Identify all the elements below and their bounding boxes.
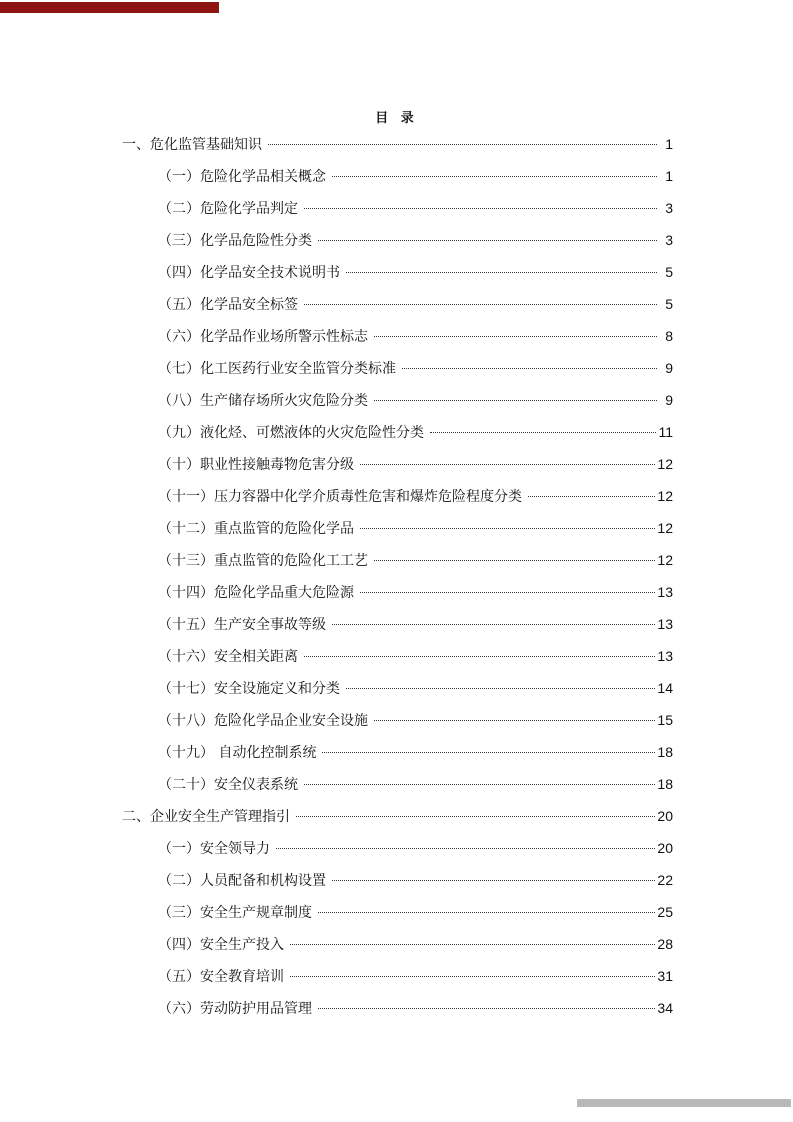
toc-entry[interactable]	[158, 416, 673, 448]
toc-dot-leader	[304, 208, 657, 209]
toc-entry-label: （十七）安全设施定义和分类	[158, 681, 340, 697]
toc-entry-page-number: 13	[657, 616, 673, 632]
toc-entry-page-number: 3	[665, 200, 673, 216]
toc-entry-page-number: 31	[657, 968, 673, 984]
toc-entry[interactable]	[158, 160, 673, 192]
toc-entry-label: （十）职业性接触毒物危害分级	[158, 457, 354, 473]
toc-entry-label: （二）危险化学品判定	[158, 201, 298, 217]
toc-entry-page-number: 11	[658, 424, 673, 440]
toc-entry[interactable]	[158, 448, 673, 480]
toc-entry[interactable]	[158, 640, 673, 672]
toc-entry-label: （二十）安全仪表系统	[158, 777, 298, 793]
toc-dot-leader	[322, 752, 655, 753]
toc-entry-label: （三）化学品危险性分类	[158, 233, 312, 249]
toc-entry[interactable]	[158, 576, 673, 608]
toc-entry-label: （十九） 自动化控制系统	[158, 745, 317, 761]
toc-entry-page-number: 12	[657, 552, 673, 568]
toc-entry-label: （七）化工医药行业安全监管分类标准	[158, 361, 396, 377]
toc-entry-label: （四）安全生产投入	[158, 937, 284, 953]
toc-dot-leader	[332, 624, 655, 625]
toc-entry[interactable]	[122, 800, 673, 832]
toc-entry-page-number: 22	[657, 872, 673, 888]
toc-entry-label: （四）化学品安全技术说明书	[158, 265, 340, 281]
toc-entry-label: （九）液化烃、可燃液体的火灾危险性分类	[158, 425, 424, 441]
toc-dot-leader	[360, 528, 655, 529]
toc-entry-label: （十四）危险化学品重大危险源	[158, 585, 354, 601]
toc-entry[interactable]	[158, 320, 673, 352]
toc-entry-page-number: 20	[657, 840, 673, 856]
toc-dot-leader	[346, 272, 657, 273]
toc-dot-leader	[318, 912, 655, 913]
toc-entry[interactable]	[158, 960, 673, 992]
toc-dot-leader	[360, 464, 655, 465]
toc-entry-page-number: 9	[665, 392, 673, 408]
toc-entry[interactable]	[158, 192, 673, 224]
toc-entry-page-number: 5	[665, 296, 673, 312]
header-accent-bar	[0, 2, 219, 13]
toc-dot-leader	[318, 240, 657, 241]
toc-entry[interactable]	[158, 928, 673, 960]
toc-dot-leader	[276, 848, 655, 849]
toc-entry[interactable]	[158, 672, 673, 704]
toc-dot-leader	[332, 176, 657, 177]
toc-entry-page-number: 12	[657, 456, 673, 472]
toc-entry-page-number: 18	[657, 744, 673, 760]
toc-entry[interactable]	[158, 896, 673, 928]
toc-dot-leader	[304, 656, 655, 657]
toc-entry-page-number: 12	[657, 488, 673, 504]
toc-dot-leader	[346, 688, 655, 689]
toc-dot-leader	[318, 1008, 655, 1009]
toc-entry[interactable]	[158, 832, 673, 864]
toc-entry[interactable]	[158, 544, 673, 576]
toc-entry-label: （五）安全教育培训	[158, 969, 284, 985]
toc-entry-page-number: 20	[657, 808, 673, 824]
toc-entry-label: 二、企业安全生产管理指引	[122, 809, 290, 825]
toc-entry-page-number: 13	[657, 648, 673, 664]
toc-entry-page-number: 28	[657, 936, 673, 952]
toc-dot-leader	[304, 304, 657, 305]
toc-entry-page-number: 18	[657, 776, 673, 792]
toc-dot-leader	[360, 592, 655, 593]
toc-entry[interactable]	[158, 480, 673, 512]
toc-entry[interactable]	[158, 224, 673, 256]
toc-entry-page-number: 13	[657, 584, 673, 600]
toc-entry-label: （十三）重点监管的危险化工工艺	[158, 553, 368, 569]
toc-dot-leader	[528, 496, 655, 497]
toc-entry-label: （十六）安全相关距离	[158, 649, 298, 665]
toc-entry-page-number: 14	[657, 680, 673, 696]
toc-entry-label: （三）安全生产规章制度	[158, 905, 312, 921]
toc-entry[interactable]	[158, 352, 673, 384]
toc-entry-page-number: 5	[665, 264, 673, 280]
toc-entry-page-number: 25	[657, 904, 673, 920]
toc-entry-label: （六）化学品作业场所警示性标志	[158, 329, 368, 345]
toc-dot-leader	[374, 336, 657, 337]
toc-entry-page-number: 9	[665, 360, 673, 376]
toc-dot-leader	[268, 144, 657, 145]
toc-entry-page-number: 8	[665, 328, 673, 344]
toc-dot-leader	[290, 944, 655, 945]
toc-entry-label: （五）化学品安全标签	[158, 297, 298, 313]
toc-dot-leader	[374, 400, 657, 401]
toc-entry-label: （十二）重点监管的危险化学品	[158, 521, 354, 537]
toc-entry-page-number: 3	[665, 232, 673, 248]
toc-entry-label: （一）安全领导力	[158, 841, 270, 857]
toc-entry-label: （十五）生产安全事故等级	[158, 617, 326, 633]
toc-dot-leader	[290, 976, 655, 977]
toc-dot-leader	[374, 720, 655, 721]
toc-entry[interactable]	[158, 608, 673, 640]
toc-entry[interactable]	[158, 768, 673, 800]
toc-title: 目 录	[375, 111, 418, 126]
toc-entry[interactable]	[158, 512, 673, 544]
toc-entry[interactable]	[122, 128, 673, 160]
toc-entry-label: （十一）压力容器中化学介质毒性危害和爆炸危险程度分类	[158, 489, 522, 505]
toc-dot-leader	[430, 432, 656, 433]
toc-entry-page-number: 34	[657, 1000, 673, 1016]
toc-entry[interactable]	[158, 704, 673, 736]
toc-entry[interactable]	[158, 256, 673, 288]
footer-accent-bar	[577, 1099, 791, 1107]
toc-entry[interactable]	[158, 992, 673, 1024]
toc-entry[interactable]	[158, 384, 673, 416]
toc-entry-label: （六）劳动防护用品管理	[158, 1001, 312, 1017]
toc-entry-page-number: 12	[657, 520, 673, 536]
toc-entry-label: （八）生产储存场所火灾危险分类	[158, 393, 368, 409]
toc-entry-label: （一）危险化学品相关概念	[158, 169, 326, 185]
toc-dot-leader	[304, 784, 655, 785]
toc-entry[interactable]	[158, 288, 673, 320]
toc-entry-label: （十八）危险化学品企业安全设施	[158, 713, 368, 729]
toc-entry-page-number: 15	[657, 712, 673, 728]
toc-entry-label: 一、危化监管基础知识	[122, 137, 262, 153]
toc-entry-label: （二）人员配备和机构设置	[158, 873, 326, 889]
toc-dot-leader	[374, 560, 655, 561]
toc-dot-leader	[296, 816, 655, 817]
toc-entry-page-number: 1	[665, 168, 673, 184]
toc-entry[interactable]	[158, 864, 673, 896]
toc-dot-leader	[332, 880, 655, 881]
toc-entry[interactable]	[158, 736, 673, 768]
toc-entry-page-number: 1	[665, 136, 673, 152]
toc-dot-leader	[402, 368, 657, 369]
